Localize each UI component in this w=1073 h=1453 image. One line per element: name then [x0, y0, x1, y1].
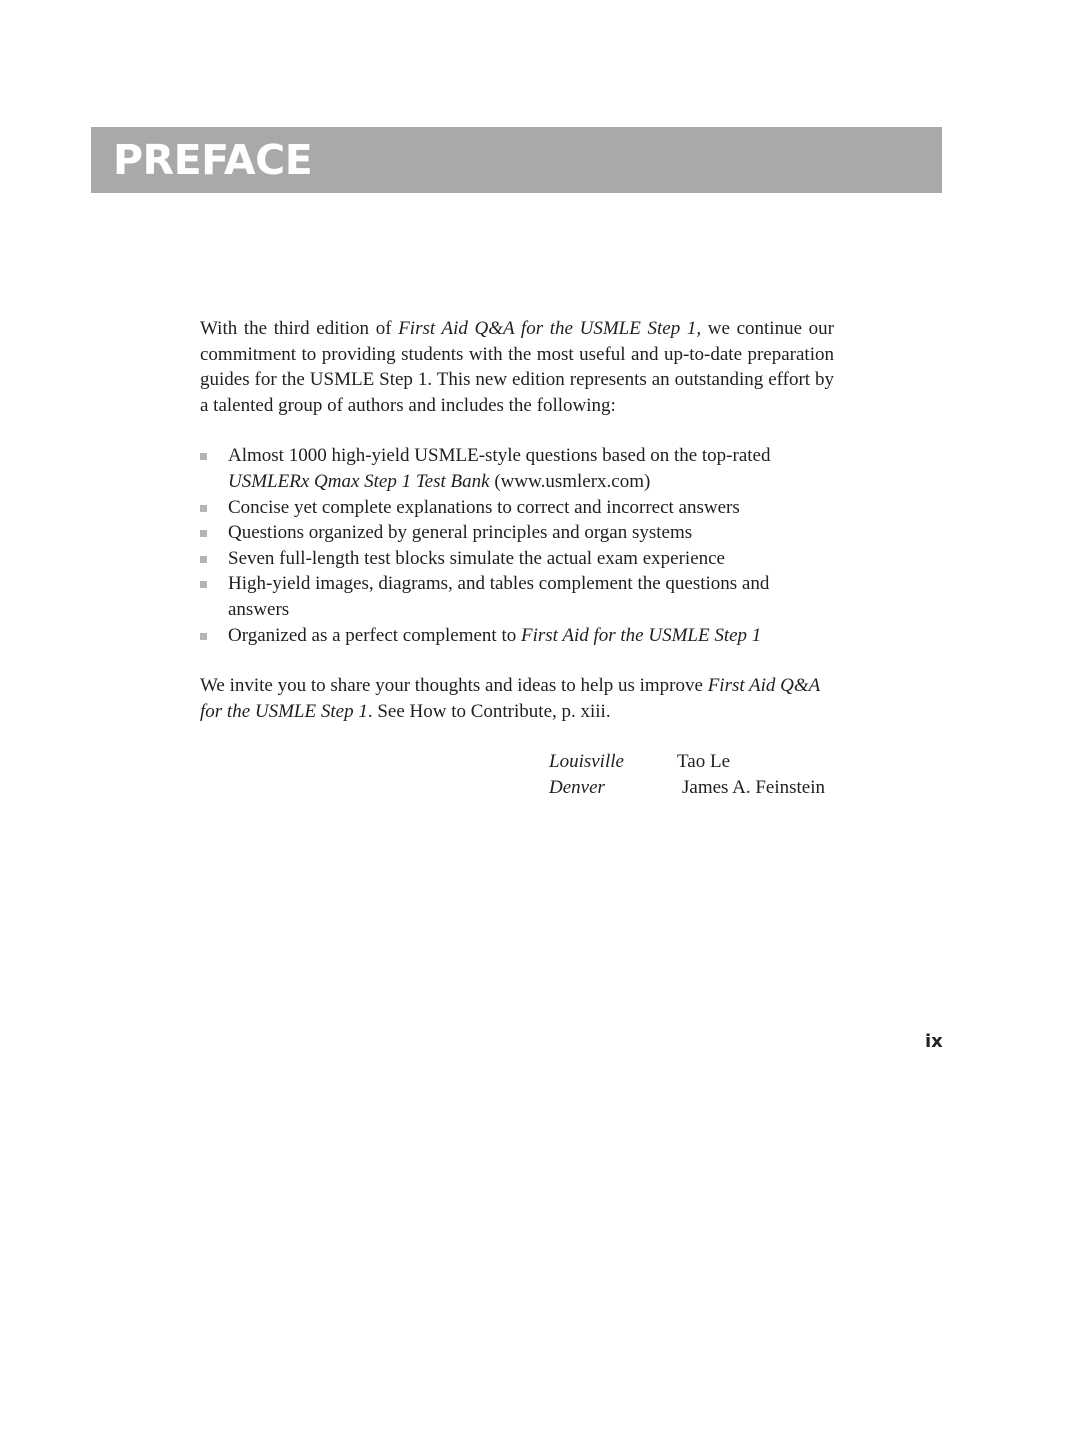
signature-name: James A. Feinstein — [682, 776, 826, 798]
list-item — [200, 546, 808, 572]
signature-name: Tao Le — [677, 751, 731, 772]
item-text: Questions organized by general principles and organ systems — [228, 522, 693, 544]
square-bullet-icon — [200, 633, 207, 640]
intro-book-title: First Aid Q&A for the USMLE Step 1, — [398, 318, 702, 339]
item-italic-text: First Aid for the USMLE Step 1 — [520, 624, 762, 646]
list-item — [200, 571, 808, 622]
item-italic-text: USMLERx Qmax Step 1 Test Bank — [228, 470, 490, 492]
invite-book-title: First Aid Q&A for the USMLE Step 1 — [200, 675, 820, 722]
list-item — [200, 443, 808, 494]
title-band — [91, 127, 942, 193]
page-title: PREFACE — [113, 136, 313, 184]
square-bullet-icon — [200, 530, 207, 537]
signature-city: Louisville — [549, 751, 624, 772]
invite-text-end: . See How to Contribute, p. xiii. — [367, 700, 611, 722]
square-bullet-icon — [200, 581, 207, 588]
list-item — [200, 495, 808, 521]
intro-text-start: With the third edition of — [200, 318, 399, 339]
intro-text-end: we continue our commitment to providing students with the most useful and up-to-date preparation guides for the USMLE Step 1. This new edition represents an outstanding effort by a talented group of authors and includes the following: — [200, 318, 834, 416]
item-text: Organized as a perfect complement to — [228, 624, 521, 646]
item-text: Seven full-length test blocks simulate the actual exam experience — [228, 547, 725, 569]
list-item — [200, 520, 808, 546]
preface-body — [200, 316, 834, 724]
invite-paragraph — [200, 673, 820, 724]
item-text: Almost 1000 high-yield USMLE-style questions based on the top-rated — [228, 445, 771, 467]
invite-text-start: We invite you to share your thoughts and ideas to help us improve — [200, 675, 708, 697]
item-text: Concise yet complete explanations to correct and incorrect answers — [228, 496, 740, 518]
square-bullet-icon — [200, 505, 207, 512]
intro-paragraph — [200, 316, 834, 418]
square-bullet-icon — [200, 453, 207, 460]
list-item — [200, 623, 808, 649]
feature-list — [200, 443, 834, 648]
square-bullet-icon — [200, 556, 207, 563]
page-number: ix — [925, 1031, 943, 1052]
item-text: High-yield images, diagrams, and tables complement the questions and answers — [228, 573, 770, 620]
item-tail-text: (www.usmlerx.com) — [489, 470, 651, 492]
signature-city: Denver — [549, 776, 605, 798]
